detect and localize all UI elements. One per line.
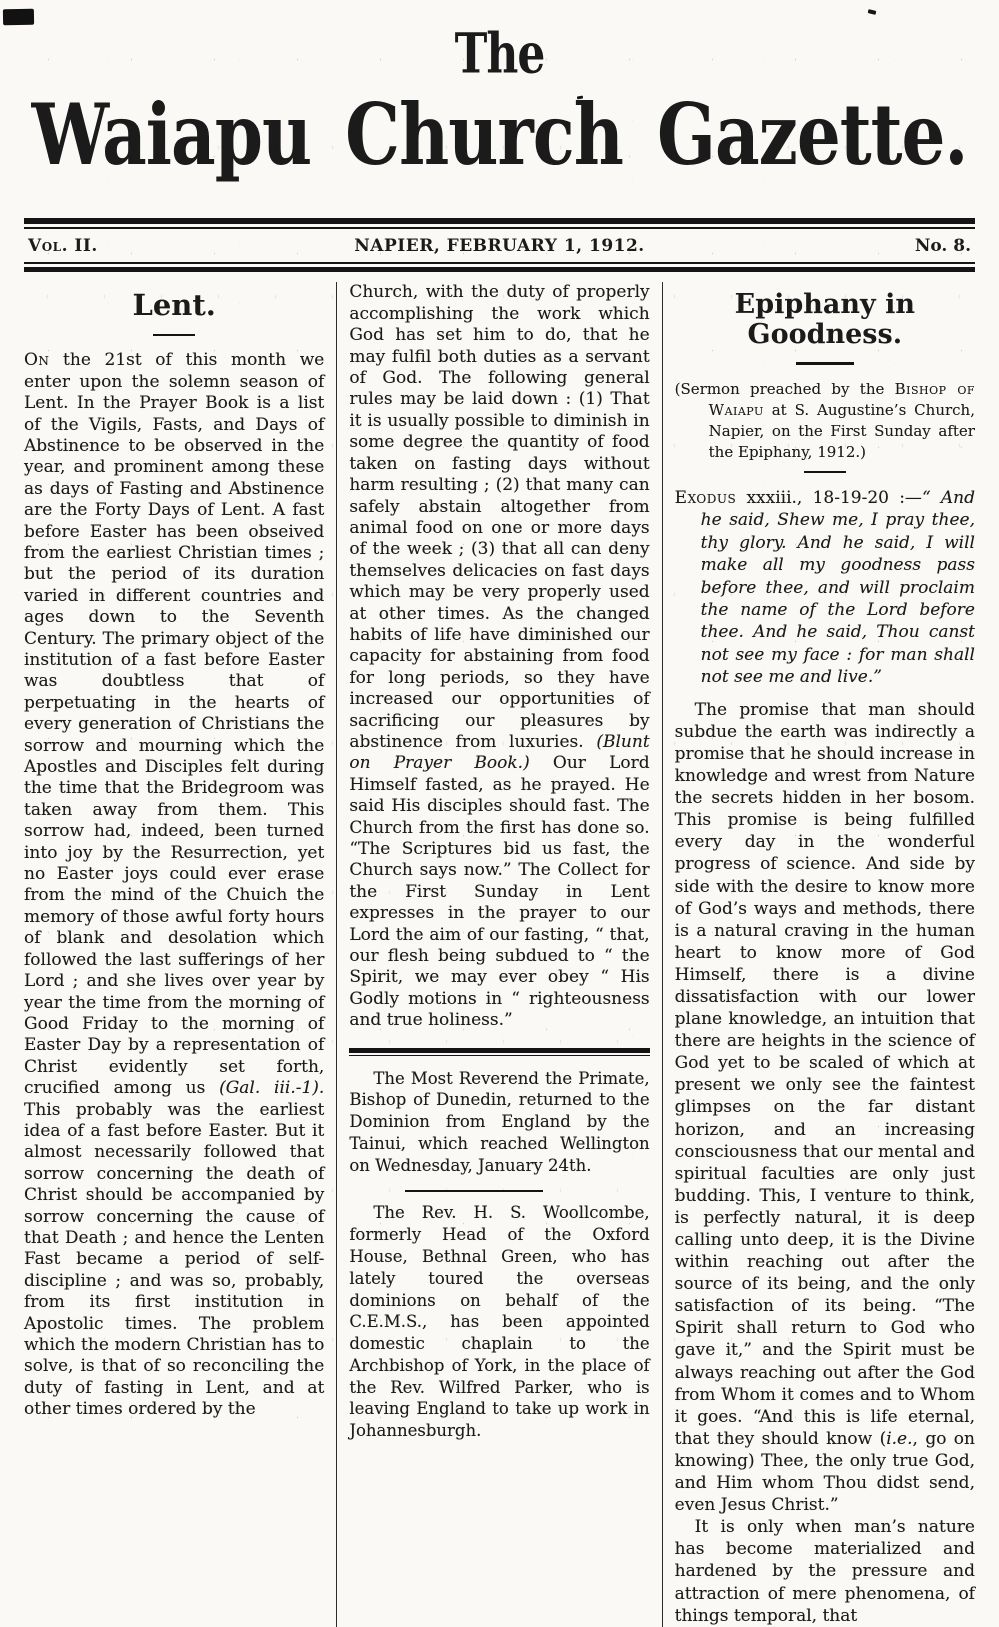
issue-label: No. 8. <box>914 236 971 257</box>
attribution-rule <box>804 471 846 473</box>
body-columns <box>24 272 975 1626</box>
scripture-quote: Exodus xxxiii., 18-19-20 :—“ And he said, Shew me, I pray thee, thy glory. And he said, I will make all my goodness pass before thee, and will proclaim the name of the Lord before thee. And he said, Thou canst not see my face : for man shall not see me and live.” <box>674 487 975 688</box>
column-divider <box>662 282 663 1626</box>
article-heading-lent: Lent. <box>132 288 216 323</box>
dateline-text: NAPIER, FEBRUARY 1, 1912. <box>354 236 645 257</box>
column-middle <box>349 282 649 1626</box>
article-heading-epiphany: Epiphany in Goodness. <box>734 289 915 351</box>
sermon-attribution: (Sermon preached by the Bishop of Waiapu at S. Augustine’s Church, Napier, on the First Sunday after the Epiphany, 1912.) <box>674 379 975 461</box>
column-epiphany-sermon <box>675 282 975 1626</box>
dateline-row <box>24 229 975 262</box>
column-lent-article <box>24 282 324 1626</box>
news-item-primate: The Most Reverend the Primate, Bishop of Dunedin, returned to the Dominion from England by the Tainui, which reached Wellington on Wednesday, January 24th. <box>349 1068 650 1175</box>
section-rule <box>349 1048 649 1056</box>
sermon-paragraph: The promise that man should subdue the earth was indirectly a promise that he should increase in knowledge and wrest from Nature the secrets hidden in her bosom. This promise is being fulfilled every day in the wonderful progress of science. And side by side with the desire to know more of God’s ways and methods, there is a natural craving in the human heart to know more of God Himself, there is a divine dissatisfaction with our lower plane knowledge, an intuition that there are heights in the science of God yet to be scaled of which at present we only see the faintest glimpses on the far distant horizon, and an increasing consciousness that our mental and spiritual faculties are only just budding. This, I venture to think, is perfectly natural, it is deep calling unto deep, it is the Divine within reaching out after the source of its being, and the only satisfaction of its being. “The Spirit shall return to God who gave it,” and the Spirit must be always reaching out after the God from Whom it comes and to Whom it goes. “And this is life eternal, that they should know (i.e., go on knowing) Thee, the only true God, and Him whom Thou didst send, even Jesus Christ.” <box>674 699 975 1516</box>
masthead-rule-bottom <box>24 262 975 272</box>
masthead-pretitle: The <box>454 22 545 87</box>
column-divider <box>336 282 337 1626</box>
news-item-woollcombe: The Rev. H. S. Woollcombe, formerly Head of the Oxford House, Bethnal Green, who has lately toured the overseas dominions on behalf of the C.E.M.S., has been appointed domestic chaplain to the Archbishop of York, in the place of the Rev. Wilfred Parker, who is leaving England to take up work in Johannesburgh. <box>349 1203 650 1441</box>
heading-rule <box>796 362 854 365</box>
heading-rule <box>153 334 195 336</box>
volume-label: Vol. II. <box>28 236 98 257</box>
masthead-title: Waiapu Church Gazette. <box>31 85 968 185</box>
masthead <box>24 0 975 185</box>
masthead-rule-top <box>24 218 975 229</box>
lent-article-body: On the 21st of this month we enter upon the solemn season of Lent. In the Prayer Book is a list of the Vigils, Fasts, and Days of Abstinence to be observed in the year, and prominent among these as days of Fasting and Abstinence are the Forty Days of Lent. A fast before Easter has been obseived from the earliest Christian times ; but the period of its duration varied in different countries and ages down to the Seventh Century. The primary object of the institution of a fast before Easter was doubtless that of perpetuating in the hearts of every generation of Christians the sorrow and mourning which the Apostles and Disciples felt during the time that the Bridegroom was taken away from them. This sorrow had, indeed, been turned into joy by the Resurrection, yet no Easter joys could ever erase from the mind of the Chuich the memory of those awful forty hours of blank and desolation which followed the last sufferings of her Lord ; and she lives over year by year the time from the morning of Good Friday to the morning of Easter Day by a representation of Christ evidently set forth, crucified among us (Gal. iii.-1). This probably was the earliest idea of a fast before Easter. But it almost necessarily followed that sorrow concerning the death of Christ should be accompanied by sorrow concerning the cause of that Death ; and hence the Lenten Fast became a period of self-discipline ; and was so, probably, from its first institution in Apostolic times. The problem which the modern Christian has to solve, is that of so reconciling the duty of fasting in Lent, and at other times ordered by the <box>24 350 325 1420</box>
news-divider-rule <box>405 1190 543 1192</box>
lent-article-continuation: Church, with the duty of properly accomplishing the work which God has set him to do, that he may fulfil both duties as a servant of God. The following general rules may be laid down : (1) That it is usually possible to diminish in some degree the quantity of food taken on fasting days without harm resulting ; (2) that many can safely abstain altogether from animal food on one or more days of the week ; (3) that all can deny themselves delicacies on fast days which may be very properly used at other times. As the changed habits of life have diminished our capacity for abstaining from food for long periods, so they have increased our opportunities of sacrificing our pleasures by abstinence from luxuries. (Blunt on Prayer Book.) Our Lord Himself fasted, as he prayed. He said His disciples should fast. The Church from the first has done so. “The Scriptures bid us fast, the Church says now.” The Collect for the First Sunday in Lent expresses in the prayer to our Lord the aim of our fasting, “ that, our flesh being subdued to “ the Spirit, we may ever obey “ His Godly motions in “ righteousness and true holiness.” <box>349 282 650 1031</box>
sermon-paragraph: It is only when man’s nature has become materialized and hardened by the pressure and attraction of mere phenomena, of things temporal, that <box>674 1517 975 1626</box>
